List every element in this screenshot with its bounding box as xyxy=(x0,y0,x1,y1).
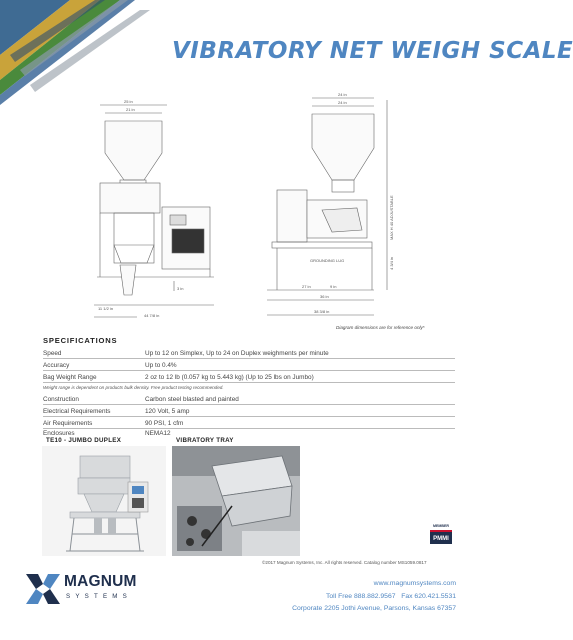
corporate-address-line xyxy=(292,605,456,612)
spec-note: Weight range is dependent on products bulk density. Free product testing recommended. xyxy=(43,385,224,390)
photo-label-jumbo-duplex: TE10 - JUMBO DUPLEX xyxy=(46,437,122,444)
spec-row-speed xyxy=(43,348,455,359)
spec-value: 120 Volt, 5 amp xyxy=(145,408,190,415)
side-view-drawing xyxy=(262,90,412,322)
toll-free-label: Toll Free xyxy=(325,593,353,600)
dim-label: 44 7/8 in xyxy=(144,313,160,318)
grounding-lug-callout: GROUNDING LUG xyxy=(310,258,345,263)
fax-number: 620.421.5531 xyxy=(414,593,456,600)
magnum-systems-logo xyxy=(26,572,166,608)
specifications-heading: SPECIFICATIONS xyxy=(43,336,118,345)
spec-label: Air Requirements xyxy=(43,420,93,427)
dim-label: MAX H 40 ADJUSTABLE xyxy=(389,195,394,240)
dim-label: 3 in xyxy=(177,286,184,291)
dim-label: 24 in xyxy=(338,100,347,105)
page-title: VIBRATORY NET WEIGH SCALE xyxy=(172,38,573,64)
logo-subtitle: SYSTEMS xyxy=(66,593,132,600)
dim-label: 24 in xyxy=(338,92,347,97)
spec-label: Speed xyxy=(43,350,62,357)
spec-label: Bag Weight Range xyxy=(43,374,97,381)
dim-label: 27 in xyxy=(302,284,311,289)
spec-row-bag-weight xyxy=(43,372,455,383)
dim-label: 38 3/8 in xyxy=(314,309,330,314)
front-view-drawing xyxy=(92,95,232,320)
spec-row-electrical xyxy=(43,406,455,417)
phone-fax-line xyxy=(326,593,456,600)
logo-name: MAGNUM xyxy=(64,573,137,590)
diagram-disclaimer: Diagram dimensions are for reference only* xyxy=(336,325,425,330)
corner-stripe-graphic xyxy=(0,0,150,110)
corporate-label: Corporate xyxy=(292,605,323,612)
dim-label: 21 in xyxy=(126,107,135,112)
pmmi-member-badge xyxy=(427,521,455,549)
spec-value: Carbon steel blasted and painted xyxy=(145,396,239,403)
photo-label-vibratory-tray: VIBRATORY TRAY xyxy=(176,437,234,444)
spec-label: Enclosures xyxy=(43,430,75,437)
spec-value: 2 oz to 12 lb (0.057 kg to 5.443 kg) (Up to 25 lbs on Jumbo) xyxy=(145,374,314,381)
spec-label: Accuracy xyxy=(43,362,70,369)
copyright-notice: ©2017 Magnum Systems, Inc. All rights reserved. Catalog number MS1059.0817 xyxy=(262,560,427,565)
badge-top-text: MEMBER xyxy=(433,524,449,528)
spec-value: NEMA12 xyxy=(145,430,171,437)
vibratory-tray-photo xyxy=(172,446,300,556)
dim-label: 36 in xyxy=(320,294,329,299)
dim-label: 11 1/2 in xyxy=(98,306,114,311)
toll-free-number: 888.882.9567 xyxy=(353,593,396,600)
magnum-logo-mark xyxy=(26,574,60,604)
spec-row-accuracy xyxy=(43,360,455,371)
dim-label: 9 in xyxy=(330,284,337,289)
spec-row-construction xyxy=(43,394,455,405)
dim-label: 25 in xyxy=(124,99,133,104)
spec-value: Up to 0.4% xyxy=(145,362,177,369)
spec-value: 90 PSI, 1 cfm xyxy=(145,420,184,427)
jumbo-duplex-photo xyxy=(42,446,166,556)
fax-label: Fax xyxy=(401,593,413,600)
spec-value: Up to 12 on Simplex, Up to 24 on Duplex weighments per minute xyxy=(145,350,329,357)
spec-label: Construction xyxy=(43,396,79,403)
dim-label: 4 3/4 in xyxy=(389,256,394,270)
website-link[interactable]: www.magnumsystems.com xyxy=(373,580,456,587)
spec-label: Electrical Requirements xyxy=(43,408,111,415)
badge-name: PMMI xyxy=(433,536,449,542)
corporate-address: 2205 Jothi Avenue, Parsons, Kansas 67357 xyxy=(324,605,456,612)
